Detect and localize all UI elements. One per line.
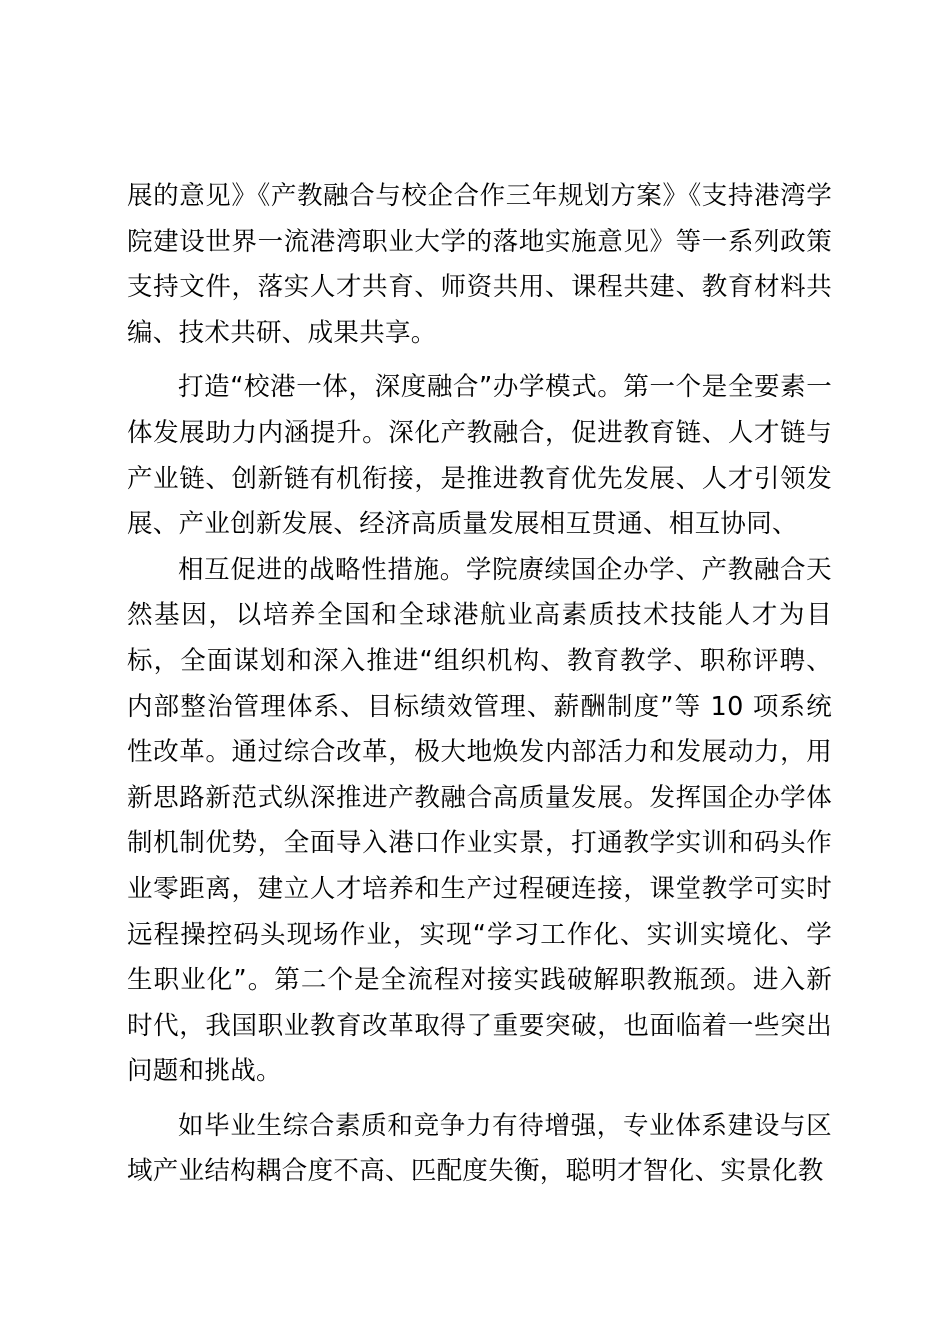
document-body [127, 174, 832, 1195]
paragraph-strategic-measures: 相互促进的战略性措施。学院赓续国企办学、产教融合天然基因，以培养全国和全球港航业高素质技术技能人才为目标，全面谋划和深入推进“组织机构、教育教学、职称评聘、内部整治管理体系、目标绩效管理、薪酬制度”等 10 项系统性改革。通过综合改革，极大地焕发内部活力和发展动力，用新思路新范式纵深推进产教融合高质量发展。发挥国企办学体制机制优势，全面导入港口作业实景，打通教学实训和码头作业零距离，建立人才培养和生产过程硬连接，课堂教学可实时远程操控码头现场作业，实现“学习工作化、实训实境化、学生职业化”。第二个是全流程对接实践破解职教瓶颈。进入新时代，我国职业教育改革取得了重要突破，也面临着一些突出问题和挑战。 [127, 554, 832, 1087]
paragraph-graduate-quality: 如毕业生综合素质和竞争力有待增强，专业体系建设与区域产业结构耦合度不高、匹配度失衡，聪明才智化、实景化教 [127, 1110, 832, 1187]
paragraph-continuation: 展的意见》《产教融合与校企合作三年规划方案》《支持港湾学院建设世界一流港湾职业大学的落地实施意见》等一系列政策支持文件，落实人才共育、师资共用、课程共建、教育材料共编、技术共研、成果共享。 [127, 181, 832, 348]
paragraph-school-port-model: 打造“校港一体，深度融合”办学模式。第一个是全要素一体发展助力内涵提升。深化产教融合，促进教育链、人才链与产业链、创新链有机衔接，是推进教育优先发展、人才引领发展、产业创新发展、经济高质量发展相互贯通、相互协同、 [127, 372, 832, 540]
